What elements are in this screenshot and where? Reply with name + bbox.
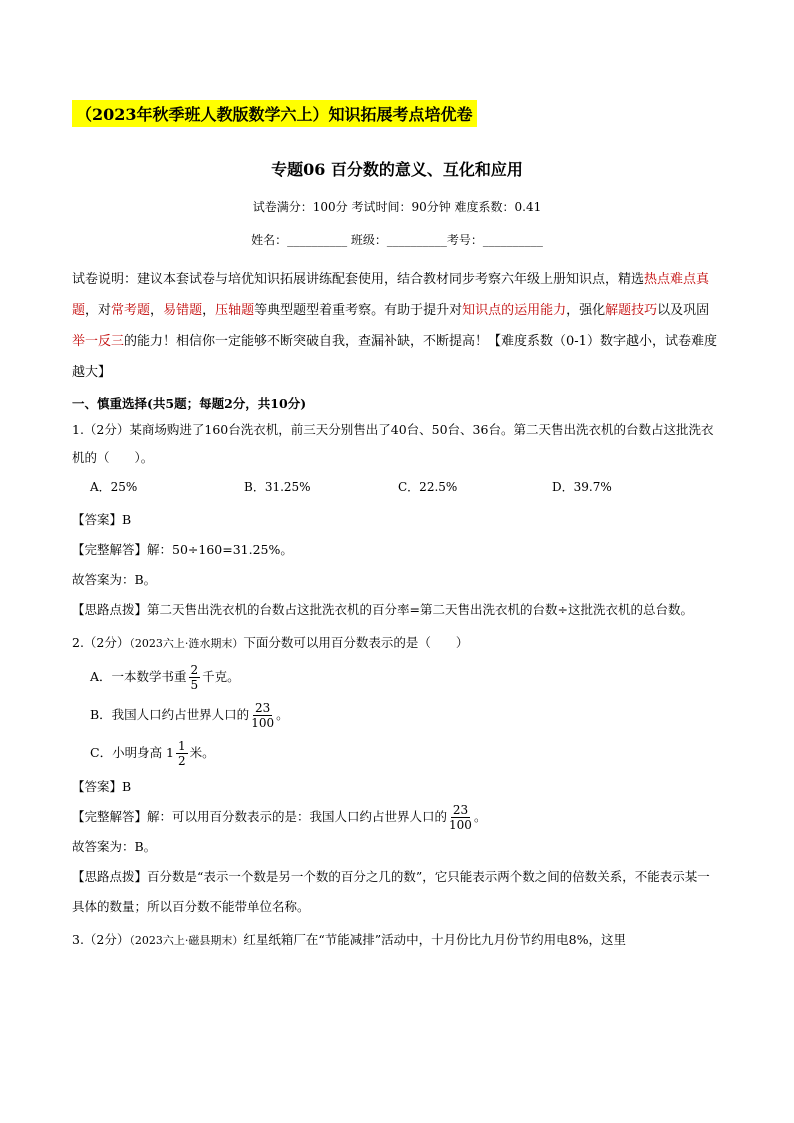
question-1-conclusion: 故答案为：B。 <box>72 572 157 587</box>
question-1-answer: 【答案】B <box>72 512 132 527</box>
question-2-option-c: C．小明身高 1 $\frac{1}{2}$ 米。 <box>90 739 215 768</box>
fraction: $\frac{23}{100}$ <box>449 803 472 832</box>
question-1-stem: 1.（2分）某商场购进了160台洗衣机，前三天分别售出了40台、50台、36台。第二天售出洗衣机的台数占这批洗衣机的（ ）。 <box>72 422 714 465</box>
document-page <box>72 100 722 955</box>
header-banner: （2023年秋季班人教版数学六上）知识拓展考点培优卷 <box>72 100 477 127</box>
question-2-option-a: A．一本数学书重 $\frac{2}{5}$ 千克。 <box>90 663 240 692</box>
exam-description: 试卷说明：建议本套试卷与培优知识拓展讲练配套使用，结合教材同步考察六年级上册知识点，精选热点难点真题，对常考题，易错题，压轴题等典型题型着重考察。有助于提升对知识点的运用能力，强化解题技巧以及巩固举一反三的能力！相信你一定能够不断突破自我，查漏补缺，不断提高！【难度系数（0-1）数字越小，试卷难度越大】 <box>72 272 717 380</box>
question-2-hint: 【思路点拨】百分数是“表示一个数是另一个数的百分之几的数”，它只能表示两个数之间的倍数关系，不能表示某一具体的数量；所以百分数不能带单位名称。 <box>72 869 710 914</box>
student-fields: 姓名：__________ 班级：__________考号：__________ <box>251 233 543 247</box>
option-d: D．39.7% <box>552 480 612 494</box>
option-b: B．31.25% <box>244 480 311 494</box>
option-c: C．22.5% <box>398 480 458 494</box>
question-1-hint: 【思路点拨】第二天售出洗衣机的台数占这批洗衣机的百分率=第二天售出洗衣机的台数÷这批洗衣机的总台数。 <box>72 602 693 617</box>
exam-meta: 试卷满分：100分 考试时间：90分钟 难度系数：0.41 <box>252 200 542 214</box>
question-2-option-b: B．我国人口约占世界人口的 $\frac{23}{100}$ 。 <box>90 701 289 730</box>
question-2-stem: 2.（2分）（2023六上·涟水期末）下面分数可以用百分数表示的是（ ） <box>72 635 469 650</box>
question-3-stem: 3.（2分）（2023六上·磁县期末）红星纸箱厂在“节能减排”活动中，十月份比九月份节约用电8%，这里 <box>72 932 627 947</box>
question-1-options <box>90 478 722 495</box>
fraction: $\frac{1}{2}$ <box>178 739 186 768</box>
option-a: A．25% <box>90 480 138 494</box>
question-2-answer: 【答案】B <box>72 779 132 794</box>
question-2-solution: 【完整解答】解：可以用百分数表示的是：我国人口约占世界人口的 $\frac{23}{100}$ 。 <box>72 803 487 832</box>
section-title: 一、慎重选择(共5题；每题2分，共10分) <box>72 396 307 411</box>
question-2-conclusion: 故答案为：B。 <box>72 839 157 854</box>
question-1-solution: 【完整解答】解：50÷160=31.25%。 <box>72 542 293 557</box>
fraction: $\frac{2}{5}$ <box>190 663 199 692</box>
fraction: $\frac{23}{100}$ <box>251 701 275 730</box>
page-title: 专题06 百分数的意义、互化和应用 <box>271 160 523 179</box>
